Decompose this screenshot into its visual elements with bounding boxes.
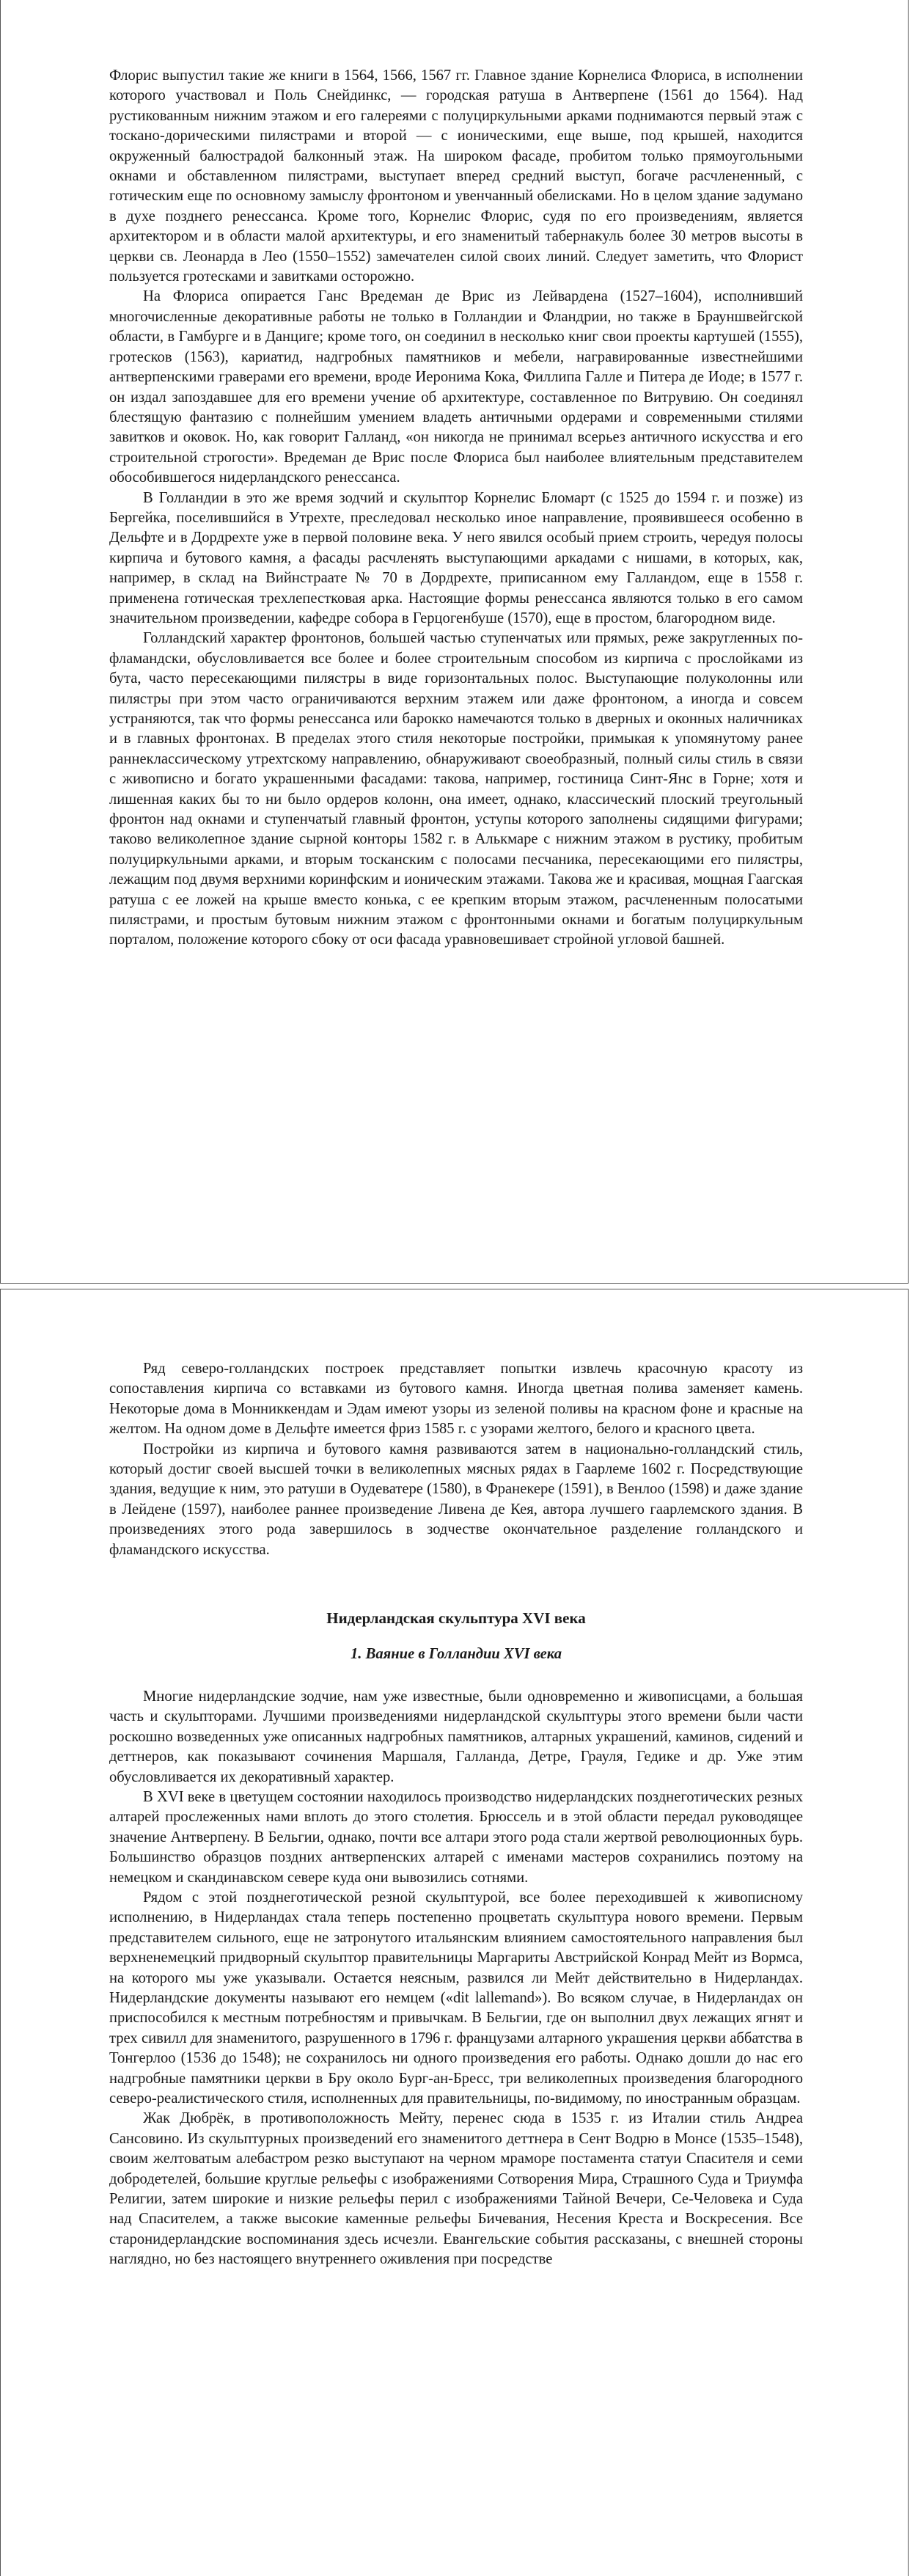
section-heading: Нидерландская скульптура XVI века xyxy=(326,1609,586,1628)
paragraph: Голландский характер фронтонов, большей частью ступенчатых или прямых, реже закругленных по-фламандски, обусловливается все более и более строительным способом из кирпича с прослойками из бута, часто пересекающими пилястры в виде горизонтальных полос. Выступающие полуколонны или пилястры при этом часто ограничиваются верхним этажем или даже фронтоном, а иногда и совсем устраняются, так что формы ренессанса или барокко намечаются только в дверных и оконных наличниках и в главных фронтонах. В пределах этого стиля некоторые постройки, примыкая к упомянутому ранее раннеклассическому утрехтскому направлению, обнаруживают своеобразный, полный силы стиль в связи с живописно и богато украшенными фасадами: такова, например, гостиница Синт-Янс в Горне; хотя и лишенная каких бы то ни было ордеров колонн, она имеет, однако, классический плоский треугольный фронтон над окнами и ступенчатый главный фронтон, уступы которого заполнены сидящими фигурами; таково великолепное здание сырной конторы 1582 г. в Алькмаре с нижним этажом в рустику, пробитым полуциркульными арками, и вторым тосканским с полосами песчаника, пересекающими его пилястры, лежащим под двумя верхними коринфским и ионическим этажами. Такова же и красивая, мощная Гаагская ратуша с ее ложей на крыше вместо конька, с ее крепким вторым этажом, расчлененным полосатыми пилястрами, и простым бутовым нижним этажом с фронтонными окнами и богатым полуциркульным порталом, положение которого сбоку от оси фасада уравновешивает стройной угловой башней. xyxy=(109,630,803,948)
paragraph: Флорис выпустил такие же книги в 1564, 1566, 1567 гг. Главное здание Корнелиса Флориса, в исполнении которого участвовал и Поль Снейдинкс, — городская ратуша в Антверпене (1561 до 1564). Над рустикованным нижним этажом и его галереями с полуциркульными арками поднимаются первый этаж с тоскано-дорическими пилястрами и второй — с ионическими, еще выше, под крышей, находится окруженный балюстрадой балконный этаж. На широком фасаде, пробитом только прямоугольными окнами и обставленном пилястрами, выступает вперед средний выступ, богаче расчлененный, с готическим еще по основному замыслу фронтоном и увенчанный обелисками. Но в целом здание задумано в духе позднего ренессанса. Кроме того, Корнелис Флорис, судя по его произведениям, является архитектором и в области малой архитектуры, и его знаменитый табернакуль более 30 метров высоты в церкви св. Леонарда в Лео (1550–1552) замечателен силой своих линий. Следует заметить, что Флорист пользуется гротесками и завитками осторожно. xyxy=(109,67,803,285)
paragraph: В XVI веке в цветущем состоянии находилось производство нидерландских позднеготических резных алтарей прослеженных нами вплоть до этого столетия. Брюссель и в этой области передал руководящее значение Антверпену. В Бельгии, однако, почти все алтари этого рода стали жертвой революционных бурь. Большинство образцов поздних антверпенских алтарей с именами мастеров сохранились поэтому на немецком и скандинавском севере куда они вывозились сотнями. xyxy=(109,1788,803,1886)
subsection-heading: 1. Ваяние в Голландии XVI века xyxy=(350,1646,562,1663)
paragraph: На Флориса опирается Ганс Вредеман де Врис из Лейвардена (1527–1604), исполнивший многочисленные декоративные работы не только в Голландии и Фландрии, но также в Брауншвейгской области, в Гамбурге и в Данциге; кроме того, он соединил в несколько книг свои проекты картушей (1555), гротесков (1563), кариатид, надгробных памятников и мебели, награвированные известнейшими антверпенскими граверами его времени, вроде Иеронима Кока, Филлипа Галле и Питера де Иоде; в 1577 г. он издал запоздавшее для его времени учение об архитектуре, составленное по Витрувию. Он соединял блестящую фантазию с полнейшим умением владеть античными ордерами и современными стилями завитков и оковок. Но, как говорит Галланд, «он никогда не принимал всерьез античного искусства и его строительной строгости». Вредеман де Врис после Флориса был наиболее влиятельным представителем обособившегося нидерландского ренессанса. xyxy=(109,288,803,486)
document-page-2 xyxy=(0,1289,909,2576)
page-separator xyxy=(0,1284,910,1289)
paragraph: Многие нидерландские зодчие, нам уже известные, были одновременно и живописцами, а большая часть и скульпторами. Лучшими произведениями нидерландской скульптуры этого времени были части роскошно возведенных уже описанных надгробных памятников, алтарных украшений, каминов, сидений и деттнеров, как показывают сочинения Маршаля, Галланда, Детре, Грауля, Гедике и др. Уже этим обусловливается их декоративный характер. xyxy=(109,1688,803,1785)
page-1-text-block xyxy=(109,66,803,951)
paragraph: Ряд северо-голландских построек представляет попытки извлечь красочную красоту из сопоставления кирпича со вставками из бутового камня. Иногда цветная полива заменяет камень. Некоторые дома в Монниккендам и Эдам имеют узоры из зеленой поливы на красном фоне и красные на желтом. На одном доме в Дельфте имеется фриз 1585 г. с узорами желтого, белого и красного цвета. xyxy=(109,1361,803,1438)
paragraph: В Голландии в это же время зодчий и скульптор Корнелис Бломарт (с 1525 до 1594 г. и позже) из Бергейка, поселившийся в Утрехте, преследовал несколько иное направление, проявившееся особенно в Дельфте и в Дордрехте уже в первой половине века. У него явился особый прием строить, чередуя полосы кирпича и бутового камня, а фасады расчленять выступающими аркадами с нишами, в которых, как, например, в склад на Вийнстраате № 70 в Дордрехте, приписанном ему Галландом, еще в 1558 г. применена готическая трехлепестковая арка. Настоящие формы ренессанса являются только в его самом значительном произведении, кафедре собора в Герцогенбуше (1570), еще в простом, благородном виде. xyxy=(109,489,803,626)
document-page-1 xyxy=(0,0,909,1284)
paragraph: Жак Дюбрёк, в противоположность Мейту, перенес сюда в 1535 г. из Италии стиль Андреа Сансовино. Из скульптурных произведений его знаменитого деттнера в Сент Водрю в Монсе (1535–1548), своим желтоватым алебастром резко выступают на черном мраморе постамента статуи Спасителя и семи добродетелей, большие круглые рельефы с изображениями Сотворения Мира, Страшного Суда и Триумфа Религии, затем широкие и низкие рельефы перил с изображениями Тайной Вечери, Се-Человека и Суда над Спасителем, а также высокие каменные рельефы Бичевания, Несения Креста и Воскресения. Все старонидерландские воспоминания здесь исчезли. Евангельские события рассказаны, с внешней стороны наглядно, но без настоящего внутреннего оживления при посредстве xyxy=(109,2110,803,2268)
page-2-text-block xyxy=(109,1359,803,2270)
paragraph: Постройки из кирпича и бутового камня развиваются затем в национально-голландский стиль, который достиг своей высшей точки в великолепных мясных рядах в Гаарлеме 1602 г. Посредствующие здания, ведущие к ним, это ратуши в Оудеватере (1580), в Франекере (1591), в Венлоо (1598) и даже здание в Лейдене (1597), наиболее раннее произведение Ливена де Кея, автора лучшего гаарлемского здания. В произведениях этого рода завершилось в зодчестве окончательное разделение голландского и фламандского искусства. xyxy=(109,1441,803,1558)
paragraph: Рядом с этой позднеготической резной скульптурой, все более переходившей к живописному исполнению, в Нидерландах стала теперь постепенно процветать скульптура нового времени. Первым представителем сильного, еще не затронутого итальянским влиянием самостоятельного направления был верхненемецкий придворный скульптор правительницы Маргариты Австрийской Конрад Мейт из Вормса, на которого мы уже указывали. Остается неясным, развился ли Мейт действительно в Нидерландах. Нидерландские документы называют его немцем («dit lallemand»). Во всяком случае, в Нидерландах он приспособился к местным потребностям и привычкам. В Бельгии, где он выполнил двух лежащих ягнят и трех сивилл для знаменитого, разрушенного в 1796 г. французами алтарного украшения церкви аббатства в Тонгерлоо (1536 до 1548); не сохранилось ни одного произведения его работы. Однако дошли до нас его надгробные памятники церкви в Бру около Бург-ан-Бресс, три великолепных произведения благородного северо-реалистического стиля, исполненных для правительницы, по-видимому, по иностранным образцам. xyxy=(109,1889,803,2107)
